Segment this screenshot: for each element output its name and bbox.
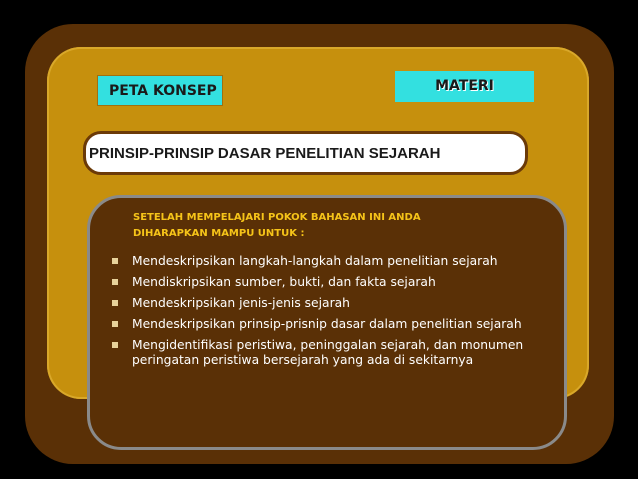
square-bullet-icon — [112, 300, 118, 306]
square-bullet-icon — [112, 321, 118, 327]
page-title: PRINSIP-PRINSIP DASAR PENELITIAN SEJARAH — [89, 145, 441, 162]
intro-line-1: SETELAH MEMPELAJARI POKOK BAHASAN INI ANDA — [133, 212, 421, 223]
list-item — [112, 317, 542, 332]
square-bullet-icon — [112, 342, 118, 348]
list-item — [112, 338, 542, 368]
objective-text: Mendeskripsikan prinsip-prisnip dasar dalam penelitian sejarah — [132, 317, 522, 331]
objective-text: Mendeskripsikan jenis-jenis sejarah — [132, 296, 350, 310]
intro-text — [133, 210, 421, 242]
list-item — [112, 296, 542, 311]
list-item — [112, 275, 542, 290]
intro-line-2: DIHARAPKAN MAMPU UNTUK : — [133, 228, 305, 239]
list-item — [112, 254, 542, 269]
objective-text: Mengidentifikasi peristiwa, peninggalan sejarah, dan monumen peringatan peristiwa bersejarah yang ada di sekitarnya — [132, 338, 524, 367]
objectives-list — [112, 254, 542, 374]
square-bullet-icon — [112, 279, 118, 285]
peta-konsep-button[interactable]: PETA KONSEP — [97, 75, 223, 106]
materi-button[interactable]: MATERI — [395, 71, 534, 102]
objective-text: Mendeskripsikan langkah-langkah dalam penelitian sejarah — [132, 254, 498, 268]
objective-text: Mendiskripsikan sumber, bukti, dan fakta sejarah — [132, 275, 436, 289]
square-bullet-icon — [112, 258, 118, 264]
